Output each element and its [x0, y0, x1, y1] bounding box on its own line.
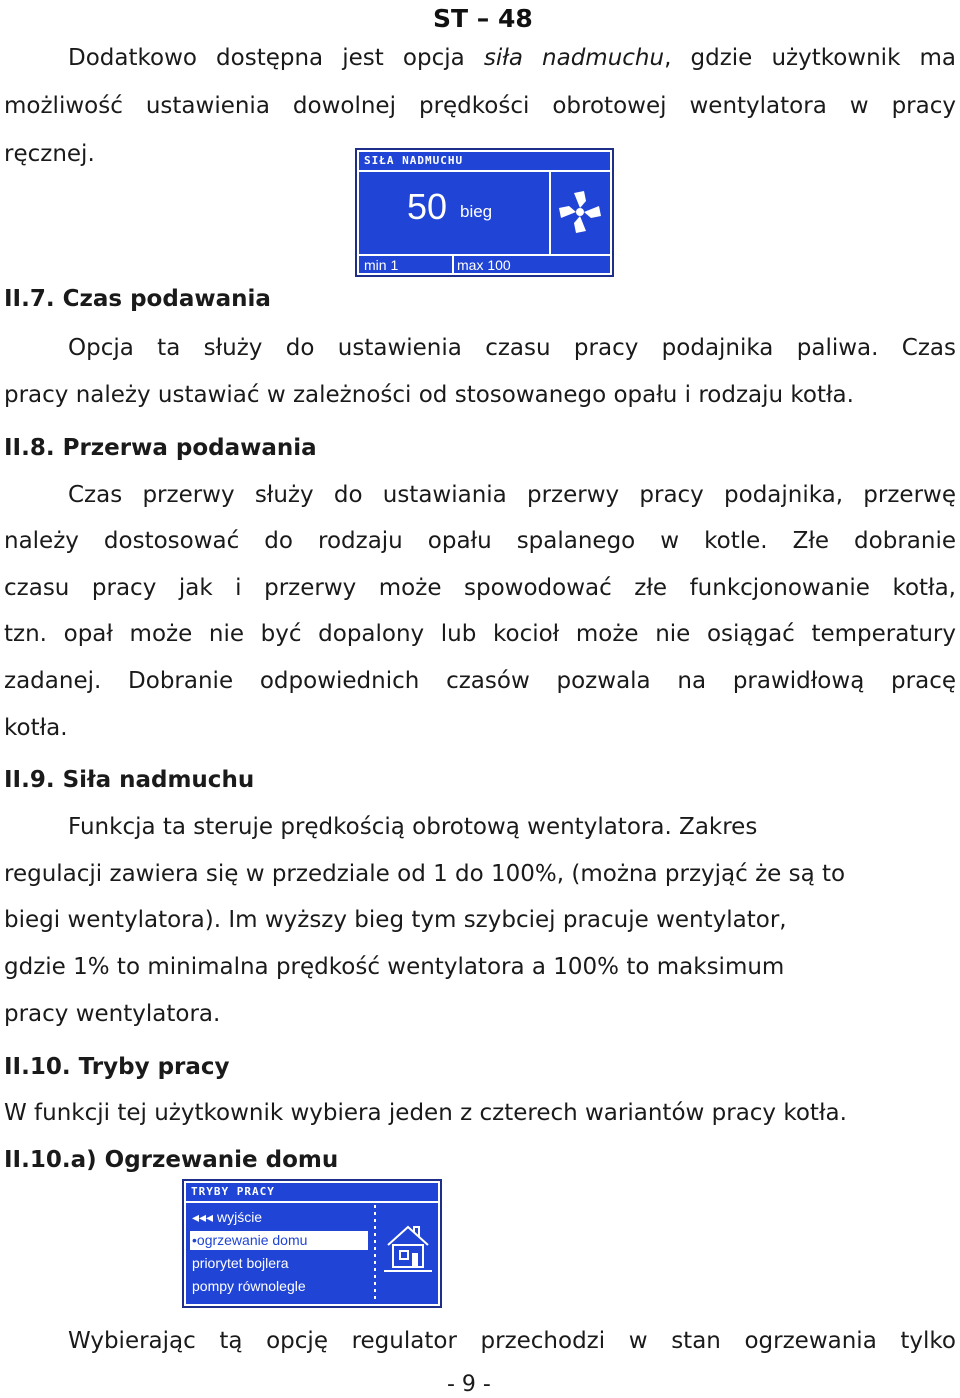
- menu-item-home-heating[interactable]: •ogrzewanie domu: [190, 1231, 368, 1250]
- section-heading: II.9. Siła nadmuchu: [4, 767, 255, 793]
- paragraph-line: Wybierając tą opcję regulator przechodzi w stan ogrzewania tylko: [68, 1328, 956, 1354]
- page-header: ST – 48: [433, 4, 533, 33]
- section-heading: II.8. Przerwa podawania: [4, 435, 317, 461]
- emphasis-text: siła nadmuchu: [483, 45, 665, 71]
- paragraph-line: pracy wentylatora.: [4, 1001, 221, 1027]
- paragraph-line: biegi wentylatora). Im wyższy bieg tym szybciej pracuje wentylator,: [4, 907, 787, 933]
- lcd-screen-blower: [355, 148, 614, 277]
- paragraph-line: możliwość ustawienia dowolnej prędkości obrotowej wentylatora w pracy: [4, 93, 956, 119]
- subsection-heading: II.10.a) Ogrzewanie domu: [4, 1147, 339, 1173]
- paragraph-line: gdzie 1% to minimalna prędkość wentylatora a 100% to maksimum: [4, 954, 785, 980]
- lcd-title: SIŁA NADMUCHU: [364, 154, 464, 167]
- paragraph-line: należy dostosować do rodzaju opału spalanego w kotle. Złe dobranie: [4, 528, 956, 554]
- fan-icon: [555, 187, 605, 237]
- page-number: - 9 -: [447, 1372, 491, 1397]
- paragraph-line: ręcznej.: [4, 141, 95, 167]
- section-heading: II.7. Czas podawania: [4, 286, 271, 312]
- paragraph-line: W funkcji tej użytkownik wybiera jeden z czterech wariantów pracy kotła.: [4, 1100, 847, 1126]
- paragraph-line: regulacji zawiera się w przedziale od 1 do 100%, (można przyjąć że są to: [4, 861, 846, 887]
- paragraph-line: tzn. opał może nie być dopalony lub kocioł może nie osiągać temperatury: [4, 621, 956, 647]
- menu-item-parallel-pumps[interactable]: pompy równolegle: [192, 1278, 306, 1294]
- lcd-screen-modes: [182, 1179, 442, 1308]
- max-label: max 100: [457, 257, 511, 273]
- paragraph-line: pracy należy ustawiać w zależności od stosowanego opału i rodzaju kotła.: [4, 382, 854, 408]
- paragraph-line: czasu pracy jak i przerwy może spowodować złe funkcjonowanie kotła,: [4, 575, 956, 601]
- paragraph-line: Opcja ta służy do ustawienia czasu pracy podajnika paliwa. Czas: [68, 335, 956, 361]
- blower-unit: bieg: [460, 202, 493, 221]
- paragraph-line: Czas przerwy służy do ustawiania przerwy pracy podajnika, przerwę: [68, 482, 956, 508]
- paragraph-line: Dodatkowo dostępna jest opcja siła nadmuchu, gdzie użytkownik ma: [68, 45, 956, 71]
- section-heading: II.10. Tryby pracy: [4, 1054, 230, 1080]
- min-label: min 1: [364, 257, 399, 273]
- blower-value: 50: [407, 186, 448, 227]
- lcd-title: TRYBY PRACY: [191, 1185, 275, 1198]
- paragraph-line: kotła.: [4, 715, 68, 741]
- paragraph-line: Funkcja ta steruje prędkością obrotową wentylatora. Zakres: [68, 814, 758, 840]
- house-icon: [382, 1221, 434, 1277]
- paragraph-line: zadanej. Dobranie odpowiednich czasów pozwala na prawidłową pracę: [4, 668, 956, 694]
- menu-item-exit[interactable]: ◂◂◂ wyjście: [192, 1209, 263, 1225]
- menu-item-boiler-priority[interactable]: priorytet bojlera: [192, 1255, 289, 1271]
